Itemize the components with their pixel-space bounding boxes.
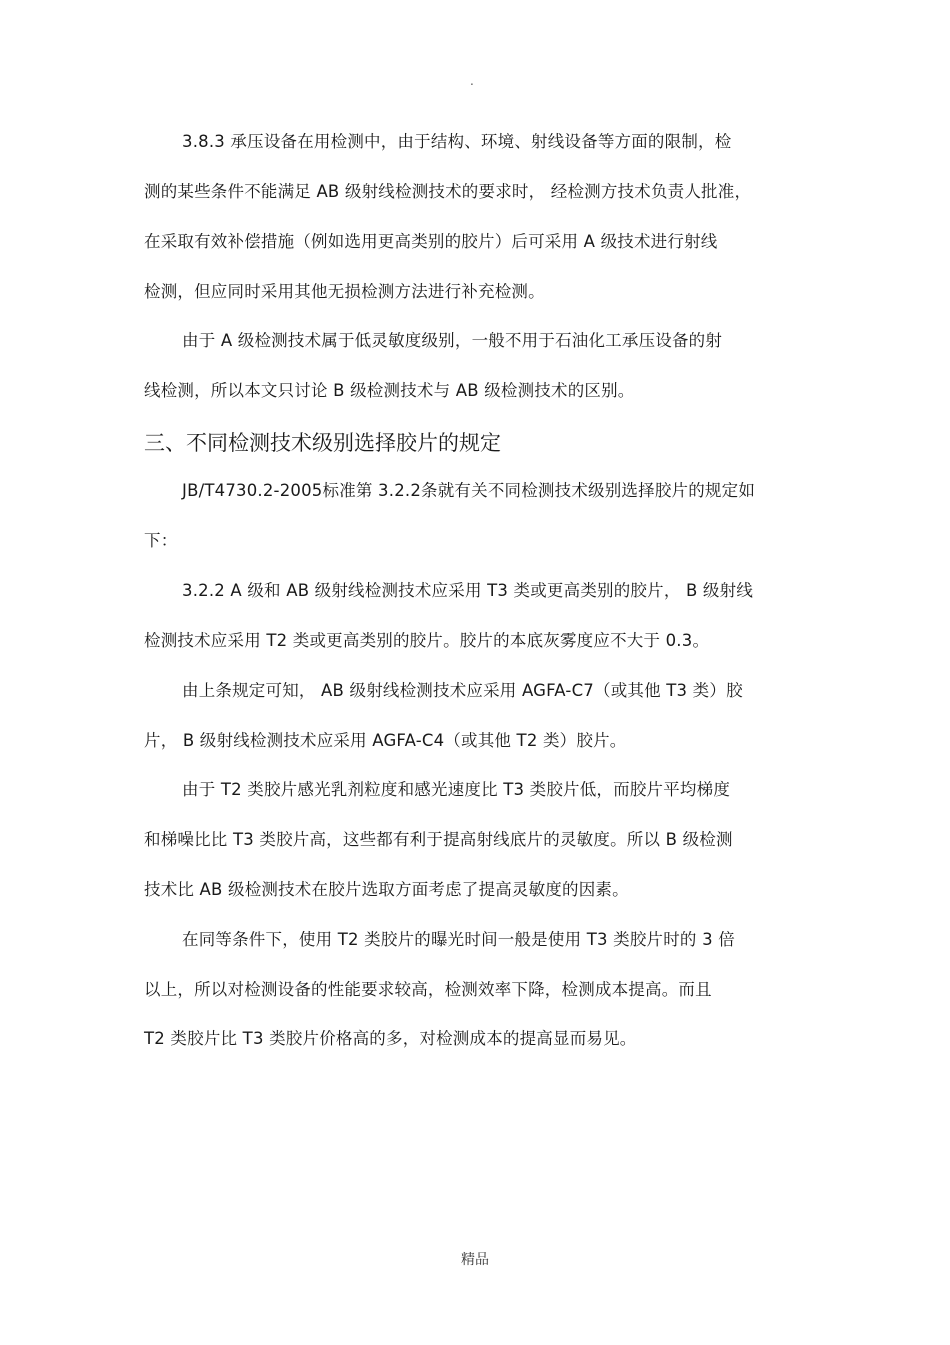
paragraph-line: 下： [144,531,178,550]
footer-label: 精品 [461,1252,489,1268]
paragraph-line: 3.2.2 A 级和 AB 级射线检测技术应采用 T3 类或更高类别的胶片， B 级射线 [182,581,754,600]
paragraph-line: 检测技术应采用 T2 类或更高类别的胶片。胶片的本底灰雾度应不大于 0.3。 [144,631,710,650]
header-mark: . [470,74,474,88]
paragraph-line: 以上，所以对检测设备的性能要求较高，检测效率下降，检测成本提高。而且 [144,980,712,999]
paragraph-line: 3.8.3 承压设备在用检测中，由于结构、环境、射线设备等方面的限制，检 [182,132,732,151]
paragraph-line: 线检测，所以本文只讨论 B 级检测技术与 AB 级检测技术的区别。 [144,381,635,400]
paragraph-line: 在同等条件下，使用 T2 类胶片的曝光时间一般是使用 T3 类胶片时的 3 倍 [182,930,735,949]
paragraph-line: 检测，但应同时采用其他无损检测方法进行补充检测。 [144,282,545,301]
paragraph-line: 技术比 AB 级检测技术在胶片选取方面考虑了提高灵敏度的因素。 [144,880,629,899]
paragraph-line: T2 类胶片比 T3 类胶片价格高的多，对检测成本的提高显而易见。 [144,1029,637,1048]
paragraph-line: 在采取有效补偿措施（例如选用更高类别的胶片）后可采用 A 级技术进行射线 [144,232,718,251]
paragraph-line: 由于 A 级检测技术属于低灵敏度级别，一般不用于石油化工承压设备的射 [182,331,723,350]
paragraph-line: 测的某些条件不能满足 AB 级射线检测技术的要求时， 经检测方技术负责人批准， [144,182,752,201]
section-heading: 三、不同检测技术级别选择胶片的规定 [144,431,501,455]
paragraph-line: 片， B 级射线检测技术应采用 AGFA-C4（或其他 T2 类）胶片。 [144,731,627,750]
paragraph-line: JB/T4730.2-2005标准第 3.2.2条就有关不同检测技术级别选择胶片的规定如 [182,481,756,500]
paragraph-line: 和梯噪比比 T3 类胶片高，这些都有利于提高射线底片的灵敏度。所以 B 级检测 [144,830,733,849]
paragraph-line: 由上条规定可知， AB 级射线检测技术应采用 AGFA-C7（或其他 T3 类）胶 [182,681,743,700]
paragraph-line: 由于 T2 类胶片感光乳剂粒度和感光速度比 T3 类胶片低，而胶片平均梯度 [182,780,731,799]
